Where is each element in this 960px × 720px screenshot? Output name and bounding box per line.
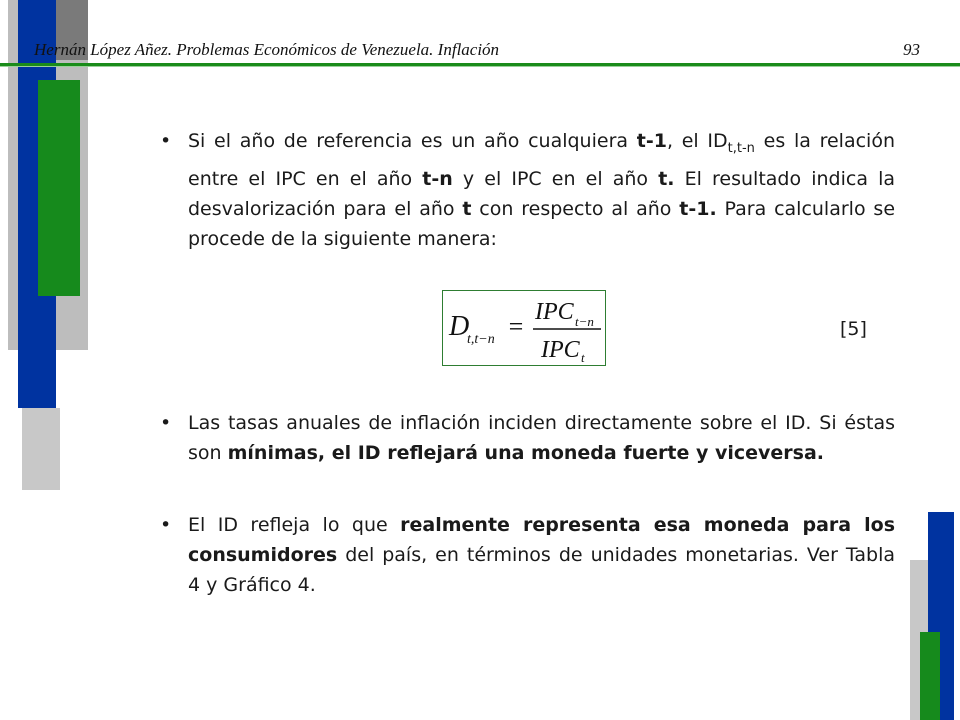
bullet-item-2 xyxy=(160,408,895,468)
bullet-symbol: • xyxy=(160,514,172,536)
text-bold: t xyxy=(462,197,472,220)
bullet-item-1 xyxy=(160,126,895,254)
formula-denominator: IPC xyxy=(541,337,580,363)
bullet-symbol: • xyxy=(160,130,172,152)
formula-denominator-sub: t xyxy=(581,350,585,365)
equation-number: [5] xyxy=(840,318,867,340)
text-bold: t-1 xyxy=(636,130,667,152)
page-number: 93 xyxy=(903,40,920,59)
text-bold: realmente representa esa moneda para los consumidores xyxy=(188,514,895,566)
formula-svg xyxy=(443,291,605,365)
formula-box xyxy=(442,290,606,366)
text-run: , el ID xyxy=(666,130,728,152)
header-title: Hernán López Añez. Problemas Económicos de Venezuela. Inflación xyxy=(34,40,500,59)
formula-equals: = xyxy=(507,312,525,341)
text-run: con respecto al año xyxy=(471,197,680,220)
decor-bar-green-left xyxy=(38,80,80,296)
formula-lhs-sub: t,t−n xyxy=(467,332,495,347)
text-run: es la relación entre el IPC en el año xyxy=(188,130,895,190)
header-rule-light xyxy=(0,66,960,67)
slide-body xyxy=(160,126,895,646)
decor-bar-green-right xyxy=(920,632,940,720)
bullet-item-3 xyxy=(160,510,895,600)
text-bold: , el ID reflejará una moneda fuerte y viceversa. xyxy=(317,442,825,464)
text-bold: t-1. xyxy=(679,197,717,220)
text-run: y el IPC en el año xyxy=(452,167,659,190)
formula-lhs: D xyxy=(449,311,470,342)
id-subscript: t,t-n xyxy=(727,140,755,156)
text-bold: t-n xyxy=(422,167,453,190)
text-run: Si el año de referencia es un año cualquiera xyxy=(188,130,637,152)
bullet-3-text xyxy=(188,514,895,596)
formula-numerator: IPC xyxy=(535,299,574,325)
text-bold: t. xyxy=(658,167,675,190)
text-run: El ID refleja lo que xyxy=(188,514,401,536)
bullet-1-text xyxy=(188,130,895,250)
formula-numerator-sub: t−n xyxy=(575,314,594,329)
text-run: del país, en términos de unidades monetarias. Ver Tabla 4 y Gráfico 4. xyxy=(188,544,895,596)
decor-bar-lightgray-left xyxy=(22,408,60,490)
text-run: El resultado indica la desvalorización para el año xyxy=(188,167,896,220)
text-run: Para calcularlo se procede de la siguiente manera: xyxy=(188,197,896,250)
bullet-2-text xyxy=(188,412,895,464)
text-run: Las tasas anuales de inflación inciden directamente sobre el ID. Si éstas son xyxy=(188,412,895,464)
bullet-symbol: • xyxy=(160,412,172,434)
text-bold: mínimas xyxy=(227,442,318,464)
